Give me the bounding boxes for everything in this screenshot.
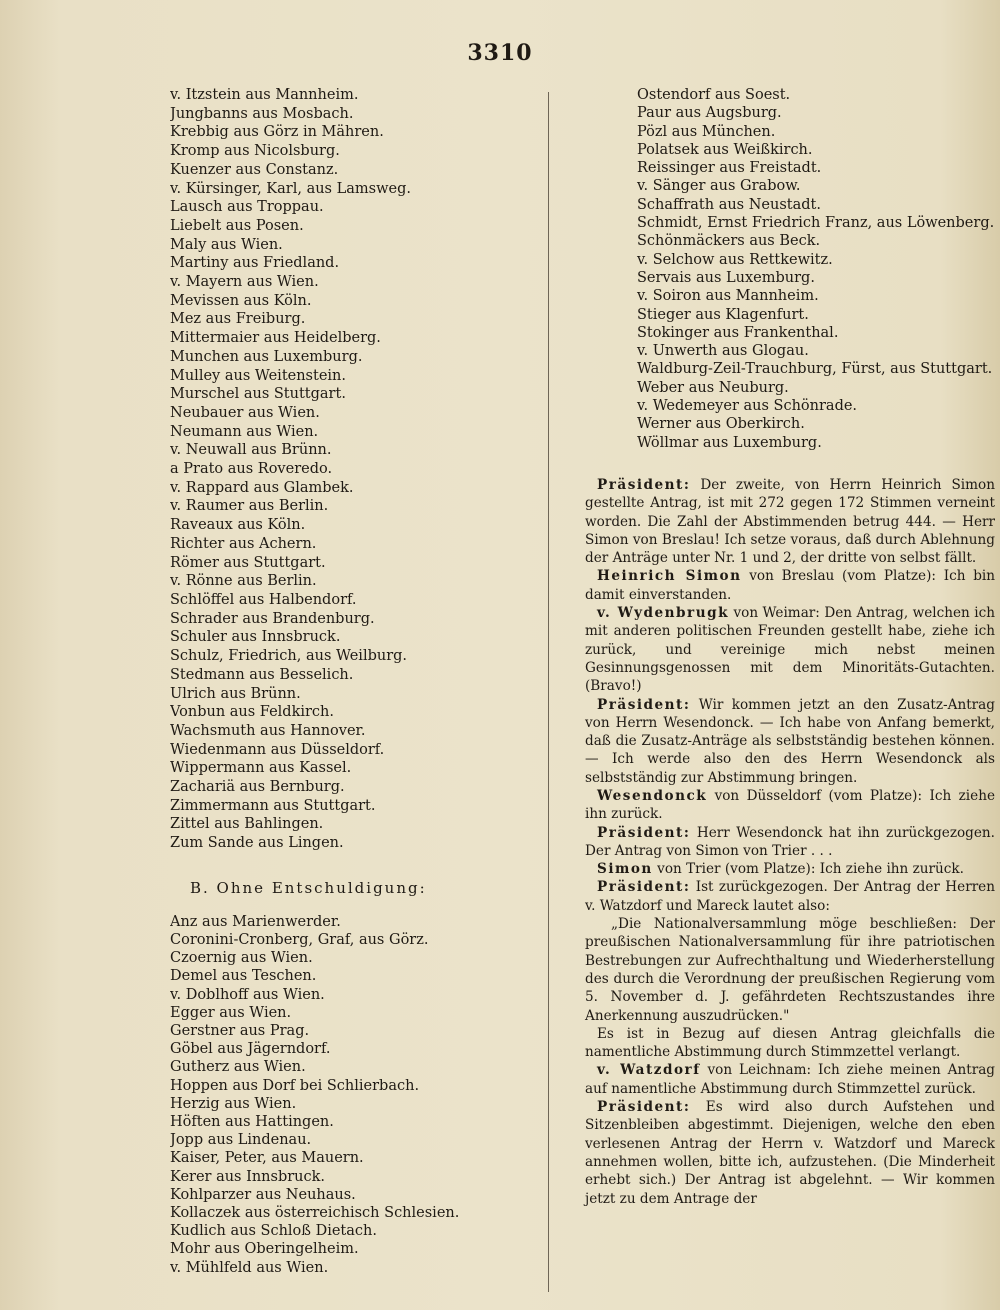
debate-paragraph — [585, 696, 995, 787]
list-item: v. Soiron aus Mannheim. — [637, 288, 819, 305]
list-item: Jungbanns aus Mosbach. — [170, 105, 354, 122]
paragraph-text: Wir kommen jetzt an den Zusatz-Antrag von Herrn Wesendonck. — Ich habe von Anfang bemerkt, daß die Zusatz-Anträge als selbstständig bestehen können. — Ich werde also den des Herrn Wesendonck als selbstständig zur Abstimmung bringen. — [585, 696, 995, 786]
list-item: Kuenzer aus Constanz. — [170, 161, 339, 178]
speaker-name: Heinrich Simon — [597, 568, 742, 585]
list-item: v. Raumer aus Berlin. — [170, 498, 329, 515]
list-item: Reissinger aus Freistadt. — [637, 160, 822, 177]
list-item: Anz aus Marienwerder. — [170, 913, 341, 930]
list-item: Servais aus Luxemburg. — [637, 269, 815, 286]
list-item: Römer aus Stuttgart. — [170, 554, 326, 571]
list-item: Kudlich aus Schloß Dietach. — [170, 1223, 377, 1240]
list-item: Schönmäckers aus Beck. — [637, 233, 821, 250]
list-item: Neumann aus Wien. — [170, 423, 319, 440]
list-item: Stedmann aus Besselich. — [170, 666, 354, 683]
list-item: Schaffrath aus Neustadt. — [637, 196, 821, 213]
list-item: Wippermann aus Kassel. — [170, 760, 352, 777]
speaker-name: Wesendonck — [597, 787, 708, 804]
list-item: Schulz, Friedrich, aus Weilburg. — [170, 648, 408, 665]
speaker-name: Präsident: — [597, 476, 691, 493]
list-item: v. Itzstein aus Mannheim. — [170, 87, 359, 103]
list-item: v. Rappard aus Glambek. — [170, 479, 354, 496]
list-item: a Prato aus Roveredo. — [170, 461, 333, 478]
list-item: Mez aus Freiburg. — [170, 311, 306, 328]
speaker-name: Präsident: — [597, 1099, 691, 1116]
debate-paragraph — [585, 1061, 995, 1098]
list-item: Mevissen aus Köln. — [170, 292, 312, 309]
list-item: Zum Sande aus Lingen. — [170, 835, 344, 852]
list-item: Ostendorf aus Soest. — [637, 87, 791, 103]
list-item: Kaiser, Peter, aus Mauern. — [170, 1150, 364, 1167]
list-item: Höften aus Hattingen. — [170, 1114, 334, 1131]
list-item: v. Neuwall aus Brünn. — [170, 442, 332, 459]
list-item: v. Unwerth aus Glogau. — [637, 343, 809, 360]
paragraph-text: von Trier (vom Platze): Ich ziehe ihn zurück. — [652, 861, 964, 878]
list-item: Gerstner aus Prag. — [170, 1023, 310, 1040]
list-item: Schlöffel aus Halbendorf. — [170, 591, 357, 608]
list-item: Schuler aus Innsbruck. — [170, 629, 341, 646]
debate-paragraph — [585, 1098, 995, 1208]
list-item: Kohlparzer aus Neuhaus. — [170, 1186, 356, 1203]
paragraph-text: „Die Nationalversammlung möge beschließen: Der preußischen Nationalversammlung für ihre patriotischen Bestrebungen zur Aufrechthaltung und Wiederherstellung des durch die Verordnung der preußischen Regierung vom 5. November d. J. gefährdeten Rechtszustandes ihre Anerkennung auszudrücken." — [585, 916, 995, 1024]
debate-paragraph — [585, 824, 995, 861]
list-item: v. Sänger aus Grabow. — [637, 178, 801, 195]
right-column — [585, 86, 995, 1208]
list-item: Czoernig aus Wien. — [170, 950, 313, 967]
list-item: Stokinger aus Frankenthal. — [637, 324, 839, 341]
list-item: Paur aus Augsburg. — [637, 105, 782, 122]
debate-transcript — [585, 476, 995, 1208]
paragraph-text: Herr Wesendonck hat ihn zurückgezogen. Der Antrag von Simon von Trier . . . — [585, 824, 995, 859]
list-item: Demel aus Teschen. — [170, 968, 317, 985]
debate-paragraph — [585, 878, 995, 915]
list-item: Herzig aus Wien. — [170, 1095, 297, 1112]
debate-paragraph — [585, 1025, 995, 1062]
debate-paragraph — [585, 476, 995, 567]
list-item: Waldburg-Zeil-Trauchburg, Fürst, aus Stuttgart. — [637, 361, 993, 378]
list-item: Vonbun aus Feldkirch. — [170, 704, 335, 721]
list-item: Kollaczek aus österreichisch Schlesien. — [170, 1205, 460, 1222]
list-item: Mulley aus Weitenstein. — [170, 367, 346, 384]
list-item: Richter aus Achern. — [170, 535, 317, 552]
list-item: v. Mayern aus Wien. — [170, 274, 319, 291]
list-item: Göbel aus Jägerndorf. — [170, 1041, 331, 1058]
speaker-name: Präsident: — [597, 824, 691, 841]
list-item: v. Mühlfeld aus Wien. — [170, 1259, 329, 1276]
list-item: Wachsmuth aus Hannover. — [170, 722, 366, 739]
speaker-name: Präsident: — [597, 696, 691, 713]
page-number: 3310 — [467, 40, 533, 66]
list-item: Neubauer aus Wien. — [170, 404, 320, 421]
continued-name-list — [585, 86, 995, 452]
list-item: Raveaux aus Köln. — [170, 517, 306, 534]
list-item: v. Selchow aus Rettkewitz. — [637, 251, 833, 268]
speaker-name: v. Watzdorf — [597, 1062, 701, 1079]
debate-paragraph — [585, 604, 995, 695]
list-item: Pözl aus München. — [637, 123, 776, 140]
left-column — [170, 86, 530, 1277]
list-item: Weber aus Neuburg. — [637, 379, 789, 396]
list-item: Egger aus Wien. — [170, 1004, 292, 1021]
list-item: Schmidt, Ernst Friedrich Franz, aus Löwenberg. — [637, 215, 995, 232]
list-item: Munchen aus Luxemburg. — [170, 348, 363, 365]
speaker-name: v. Wydenbrugk — [597, 605, 730, 622]
list-item: Murschel aus Stuttgart. — [170, 386, 346, 403]
paragraph-text: von Düsseldorf (vom Platze): Ich ziehe ihn zurück. — [585, 787, 995, 823]
list-item: Jopp aus Lindenau. — [170, 1132, 312, 1149]
speaker-name: Simon — [597, 861, 653, 878]
list-item: Schrader aus Brandenburg. — [170, 610, 375, 627]
column-divider — [548, 92, 549, 1292]
debate-paragraph — [585, 860, 995, 878]
list-item: v. Rönne aus Berlin. — [170, 573, 317, 590]
list-item: Zittel aus Bahlingen. — [170, 816, 324, 833]
list-item: Coronini-Cronberg, Graf, aus Görz. — [170, 932, 429, 949]
paragraph-text: von Weimar: Den Antrag, welchen ich mit anderen politischen Freunden gestellt habe, ziehe ich zurück, und vereinige mich nebst meinen Gesinnungsgenossen mit dem Minoritäts-Gutachten. (Bravo!) — [585, 605, 995, 695]
list-item: v. Kürsinger, Karl, aus Lamsweg. — [170, 180, 411, 197]
speaker-name: Präsident: — [597, 879, 691, 896]
list-item: Krebbig aus Görz in Mähren. — [170, 124, 384, 141]
paragraph-text: Der zweite, von Herrn Heinrich Simon gestellte Antrag, ist mit 272 gegen 172 Stimmen verneint worden. Die Zahl der Abstimmenden betrug 444. — Herr Simon von Breslau! Ich setze voraus, daß durch Ablehnung der Anträge unter Nr. 1 und 2, der dritte von selbst fällt. — [585, 476, 995, 567]
paragraph-text: von Leichnam: Ich ziehe meinen Antrag auf namentliche Abstimmung durch Stimmzettel zurück. — [585, 1062, 996, 1097]
present-excused-list — [170, 86, 530, 853]
absent-unexcused-list — [170, 913, 530, 1277]
list-item: Martiny aus Friedland. — [170, 255, 340, 272]
debate-paragraph — [585, 915, 995, 1025]
paragraph-text: Es ist in Bezug auf diesen Antrag gleichfalls die namentliche Abstimmung durch Stimmzettel verlangt. — [585, 1025, 995, 1061]
section-b-heading: B. Ohne Entschuldigung: — [190, 878, 427, 897]
list-item: Lausch aus Troppau. — [170, 199, 324, 216]
list-item: Hoppen aus Dorf bei Schlierbach. — [170, 1077, 420, 1094]
debate-paragraph — [585, 567, 995, 604]
list-item: Kerer aus Innsbruck. — [170, 1168, 326, 1185]
list-item: Werner aus Oberkirch. — [637, 416, 805, 433]
list-item: Zimmermann aus Stuttgart. — [170, 797, 376, 814]
list-item: Mohr aus Oberingelheim. — [170, 1241, 359, 1258]
list-item: Zachariä aus Bernburg. — [170, 779, 345, 796]
debate-paragraph — [585, 787, 995, 824]
list-item: Maly aus Wien. — [170, 236, 283, 253]
list-item: Wöllmar aus Luxemburg. — [637, 434, 822, 451]
list-item: Kromp aus Nicolsburg. — [170, 143, 340, 160]
paragraph-text: von Breslau (vom Platze): Ich bin damit einverstanden. — [585, 568, 996, 603]
list-item: Wiedenmann aus Düsseldorf. — [170, 741, 385, 758]
list-item: Stieger aus Klagenfurt. — [637, 306, 809, 323]
list-item: Mittermaier aus Heidelberg. — [170, 330, 381, 347]
list-item: v. Doblhoff aus Wien. — [170, 986, 325, 1003]
list-item: Ulrich aus Brünn. — [170, 685, 301, 702]
paragraph-text: Es wird also durch Aufstehen und Sitzenbleiben abgestimmt. Diejenigen, welche den eben verlesenen Antrag der Herrn v. Watzdorf und Mareck annehmen wollen, bitte ich, aufzustehen. (Die Minderheit erhebt sich.) Der Antrag ist abgelehnt. — Wir kommen jetzt zu dem Antrage der — [585, 1099, 995, 1207]
list-item: v. Wedemeyer aus Schönrade. — [637, 398, 858, 415]
list-item: Gutherz aus Wien. — [170, 1059, 306, 1076]
list-item: Polatsek aus Weißkirch. — [637, 141, 813, 158]
list-item: Liebelt aus Posen. — [170, 217, 304, 234]
paragraph-text: Ist zurückgezogen. Der Antrag der Herren v. Watzdorf und Mareck lautet also: — [585, 879, 995, 914]
